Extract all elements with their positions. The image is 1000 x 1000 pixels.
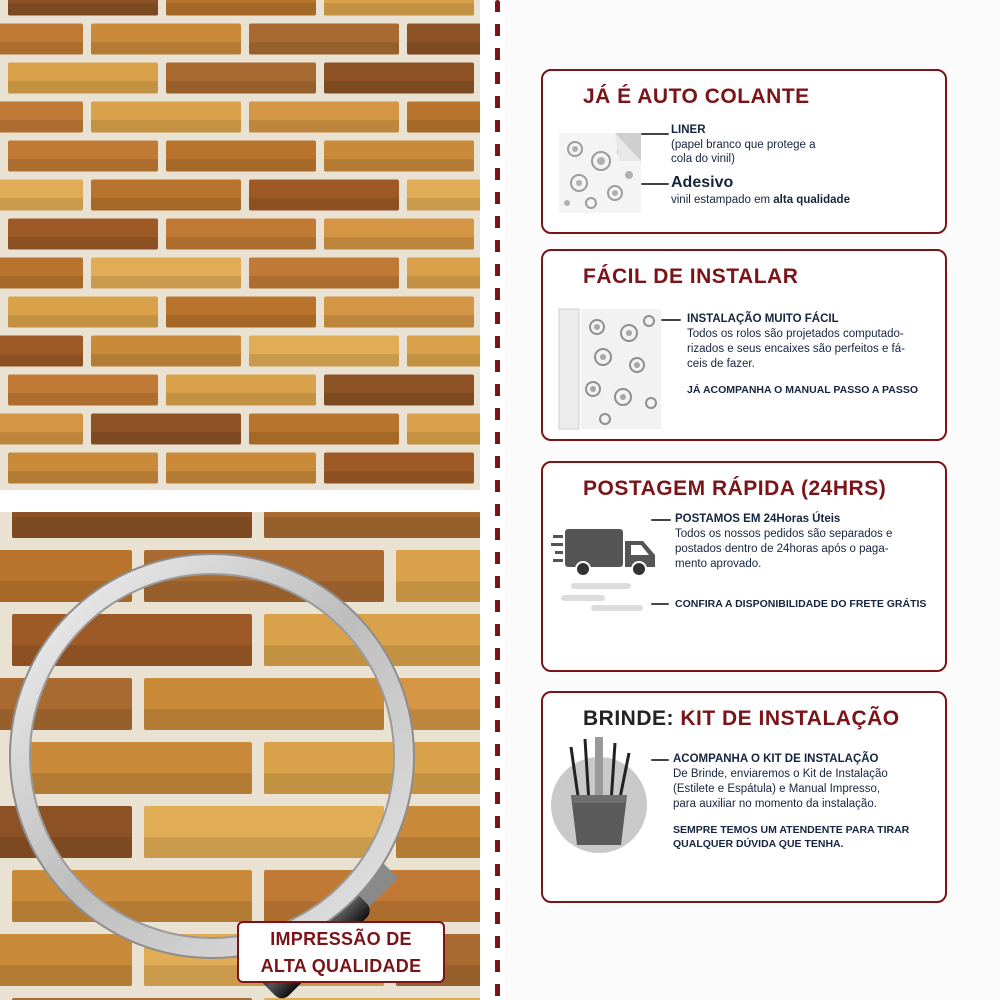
install-line-1: Todos os rolos são projetados computado- (687, 328, 904, 340)
quality-badge (237, 921, 445, 983)
liner-desc-1: (papel branco que protege a (671, 139, 816, 151)
brick-shade (407, 42, 480, 54)
delivery-truck-icon (551, 521, 661, 617)
gift-line-2: (Estilete e Espátula) e Manual Impresso, (673, 783, 881, 795)
brick-shade (8, 315, 158, 327)
shipping-leader-line (651, 519, 671, 521)
brick-shade (91, 432, 241, 444)
brick-shade (324, 237, 474, 249)
brick-shade (249, 198, 399, 210)
card-title: BRINDE: KIT DE INSTALAÇÃO (583, 707, 900, 730)
brick-shade (0, 276, 83, 288)
card-title: FÁCIL DE INSTALAR (583, 265, 799, 288)
brick-shade (324, 471, 474, 483)
brick-shade (0, 198, 83, 210)
brick-shade (249, 276, 399, 288)
support-line-2: QUALQUER DÚVIDA QUE TENHA. (673, 838, 844, 850)
brick-pattern-zoom (0, 512, 480, 1000)
brick-shade (91, 354, 241, 366)
gift-line-1: De Brinde, enviaremos o Kit de Instalação (673, 768, 888, 780)
shipping-line-2: postados dentro de 24horas após o paga- (675, 543, 889, 555)
adesivo-label: Adesivo (671, 174, 734, 191)
card-title: JÁ É AUTO COLANTE (583, 85, 810, 108)
brick-shade (166, 315, 316, 327)
brick-shade (91, 276, 241, 288)
brick-shade (91, 42, 241, 54)
shipping-line-1: Todos os nossos pedidos são separados e (675, 528, 893, 540)
brick-shade (166, 471, 316, 483)
card-easy-install (541, 249, 947, 441)
brick-pattern-preview (0, 0, 480, 490)
brick-shade (0, 432, 83, 444)
shipping-line-3: mento aprovado. (675, 558, 762, 570)
brick-shade (0, 120, 83, 132)
freight-leader-line (651, 603, 669, 605)
gift-line-3: para auxiliar no momento da instalação. (673, 798, 877, 810)
gift-heading: ACOMPANHA O KIT DE INSTALAÇÃO (673, 753, 879, 765)
card-title: POSTAGEM RÁPIDA (24HRS) (583, 477, 887, 500)
brick-shade (8, 393, 158, 405)
brick-shade (324, 315, 474, 327)
brick-shade (8, 159, 158, 171)
brick-shade (166, 3, 316, 15)
brick-shade (166, 393, 316, 405)
gift-leader-line (651, 759, 669, 761)
brick-shade (249, 42, 399, 54)
brick-shade (407, 276, 480, 288)
card-self-adhesive (541, 69, 947, 234)
brick-shade (324, 81, 474, 93)
brick-shade (324, 159, 474, 171)
brick-shade (8, 81, 158, 93)
brick-shade (0, 42, 83, 54)
liner-leader-line (641, 133, 669, 135)
wallpaper-panel-icon (557, 307, 665, 433)
brick-shade (407, 120, 480, 132)
brick-shade (166, 159, 316, 171)
brick-texture (0, 0, 480, 490)
freight-note: CONFIRA A DISPONIBILIDADE DO FRETE GRÁTIS (675, 598, 927, 610)
manual-note: JÁ ACOMPANHA O MANUAL PASSO A PASSO (687, 384, 919, 396)
tool-cup-icon (549, 733, 651, 855)
adesivo-desc: vinil estampado em alta qualidade (671, 194, 850, 206)
brick-shade (166, 237, 316, 249)
brick-shade (8, 471, 158, 483)
brick-shade (407, 354, 480, 366)
quality-badge-line-2: ALTA QUALIDADE (260, 956, 422, 976)
adesivo-leader-line (641, 183, 669, 185)
brick-shade (407, 432, 480, 444)
install-line-2: rizados e seus encaixes são perfeitos e fá- (687, 343, 905, 355)
brick-shade (407, 198, 480, 210)
brick-shade (324, 393, 474, 405)
brick-shade (8, 237, 158, 249)
dashed-divider (495, 0, 500, 1000)
brick-shade (91, 198, 241, 210)
brick-shade (324, 3, 474, 15)
vinyl-sheet-icon (557, 131, 647, 217)
install-heading: INSTALAÇÃO MUITO FÁCIL (687, 313, 839, 325)
liner-desc-2: cola do vinil) (671, 153, 735, 165)
brick-shade (0, 354, 83, 366)
shipping-heading: POSTAMOS EM 24Horas Úteis (675, 513, 841, 525)
card-fast-shipping (541, 461, 947, 672)
liner-label: LINER (671, 124, 706, 136)
install-leader-line (661, 319, 681, 321)
brick-shade (249, 432, 399, 444)
card-gift-kit (541, 691, 947, 903)
install-line-3: ceis de fazer. (687, 358, 755, 370)
brick-shade (91, 120, 241, 132)
brick-shade (166, 81, 316, 93)
brick-shade (249, 354, 399, 366)
support-line-1: SEMPRE TEMOS UM ATENDENTE PARA TIRAR (673, 824, 910, 836)
quality-badge-line-1: IMPRESSÃO DE (270, 929, 412, 949)
brick-shade (8, 3, 158, 15)
brick-shade (249, 120, 399, 132)
